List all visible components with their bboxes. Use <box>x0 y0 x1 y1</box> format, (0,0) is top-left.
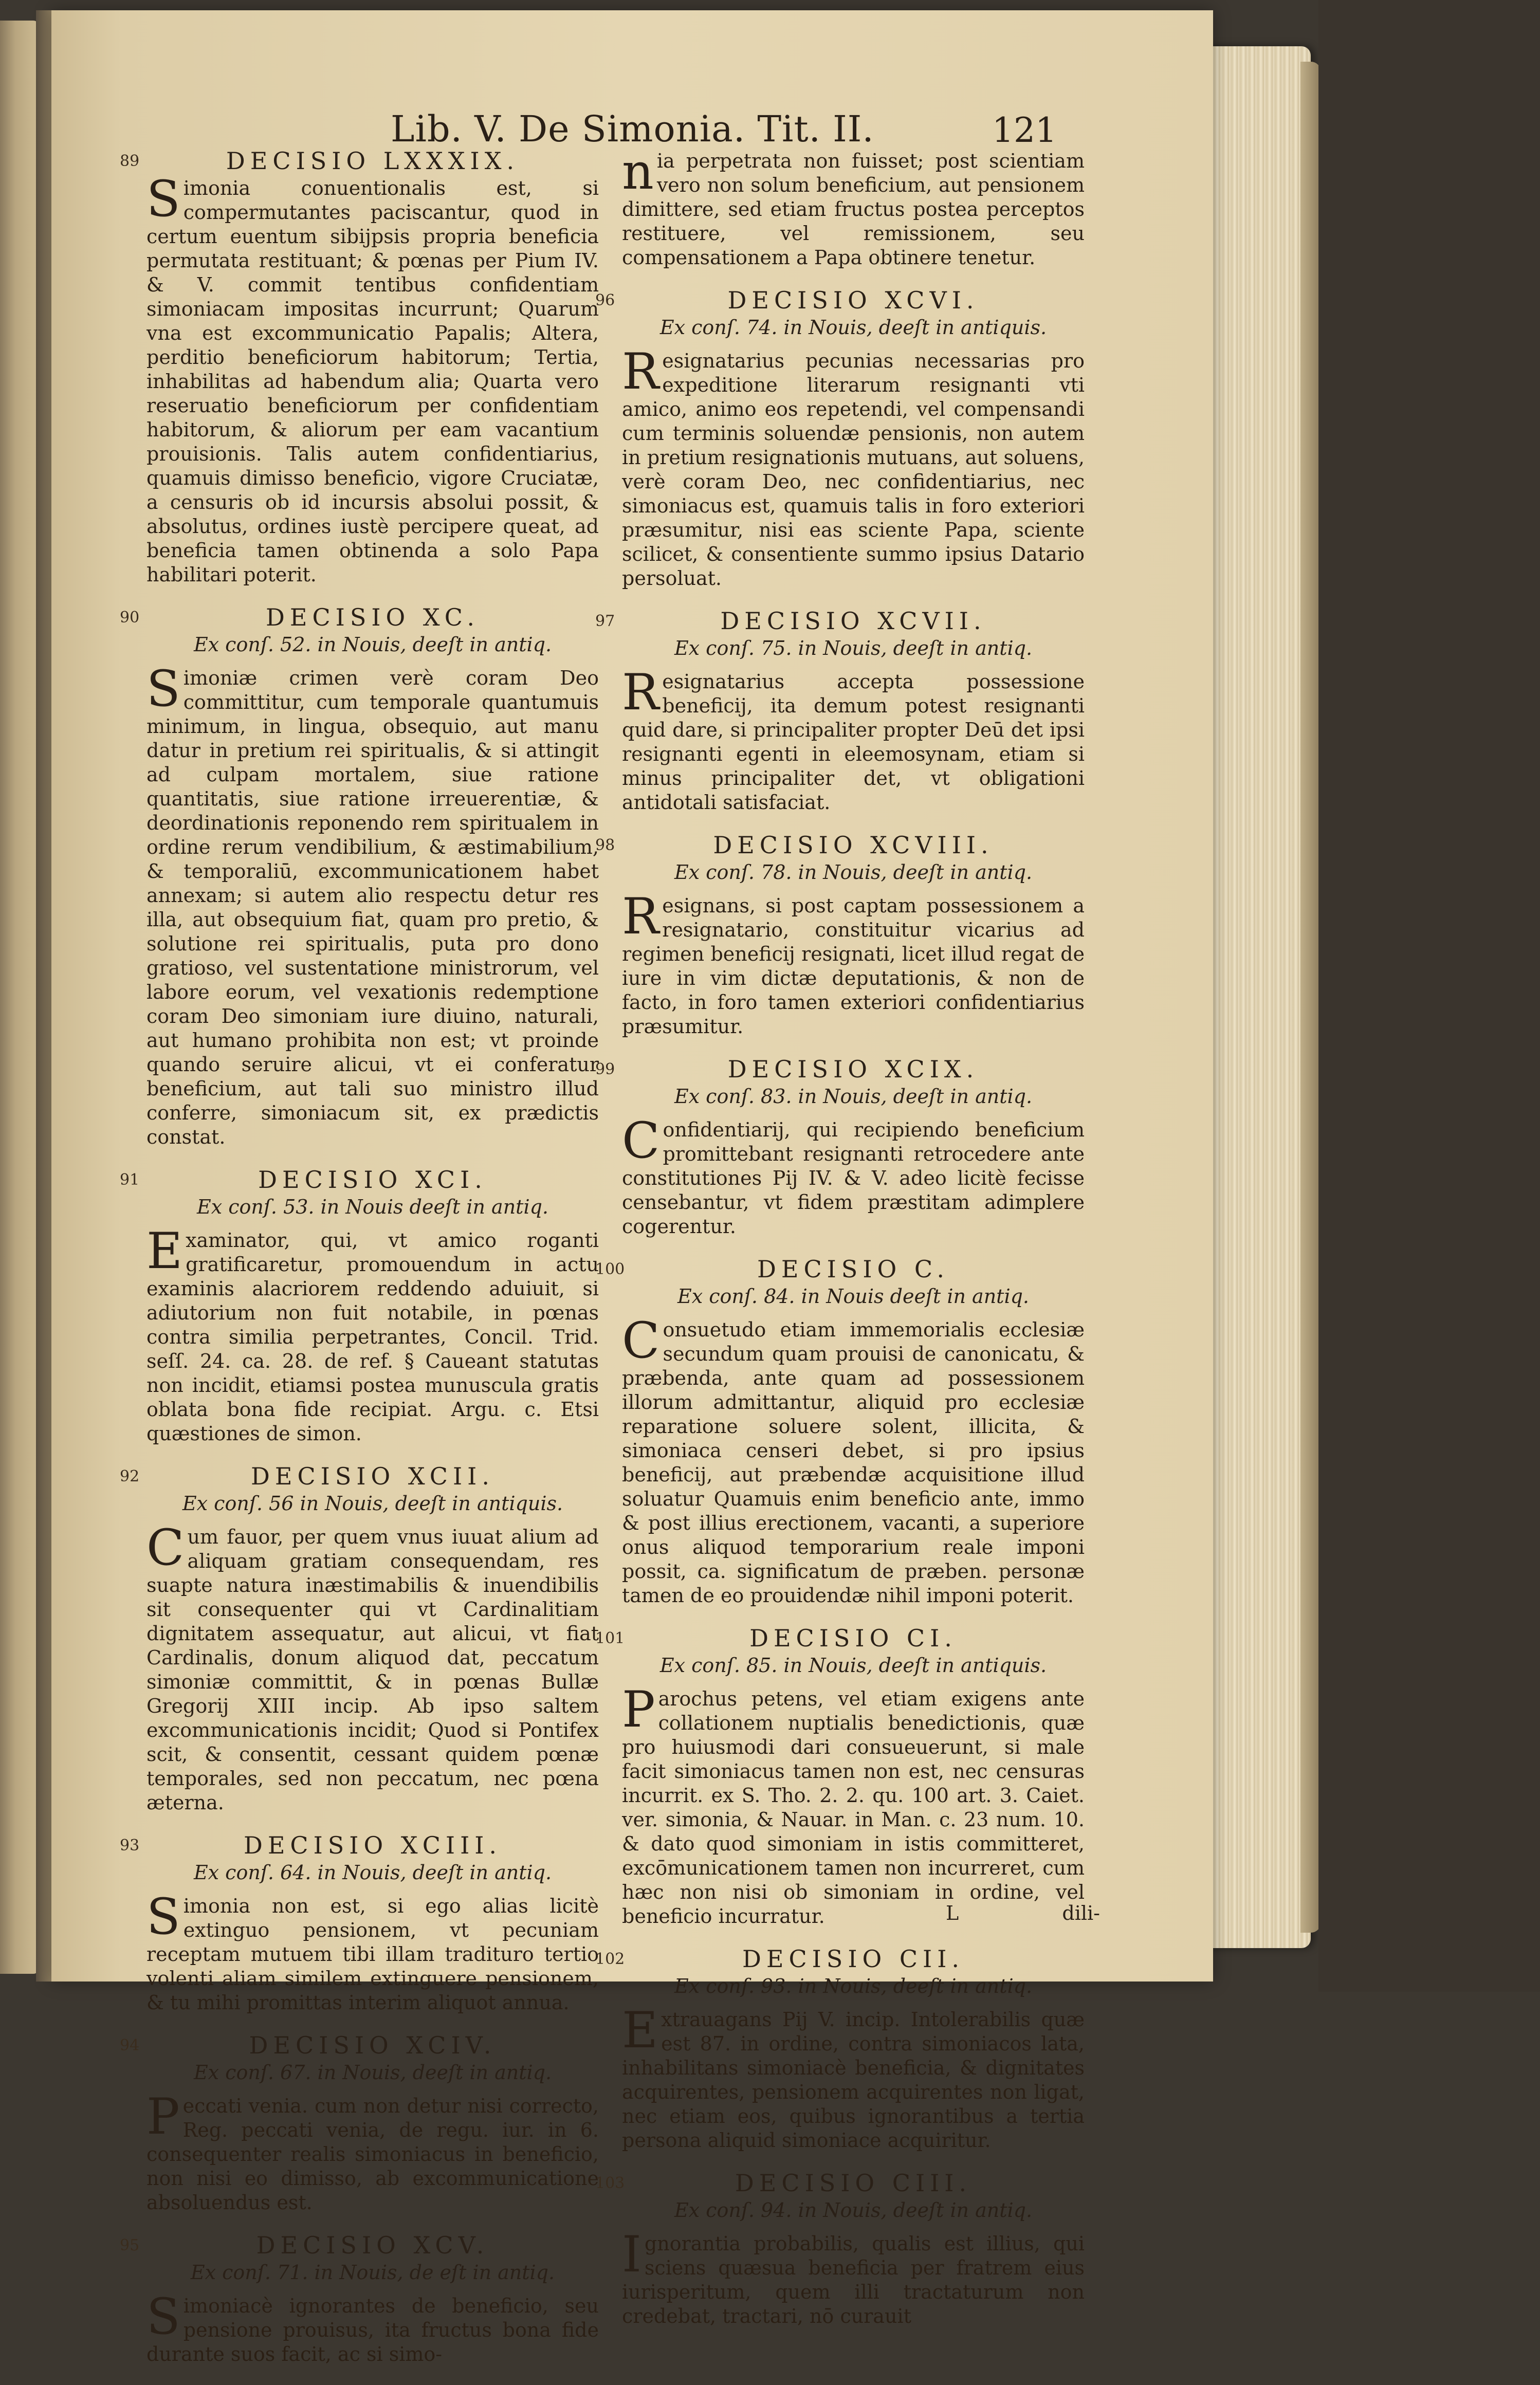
running-head: Lib. V. De Simonia. Tit. II. <box>391 108 874 150</box>
decision-entry <box>595 1624 1085 1929</box>
decision-entry <box>595 1945 1085 2153</box>
decision-source: Ex conſ. 84. in Nouis deeſt in antiq. <box>677 1285 1030 1308</box>
decision-entry <box>120 1462 599 1815</box>
decision-source: Ex conſ. 52. in Nouis, deeſt in antiq. <box>193 633 552 656</box>
decision-entry <box>595 831 1085 1039</box>
decision-heading: DECISIO CIII. <box>735 2169 972 2197</box>
decision-text <box>622 1112 1085 1239</box>
decision-heading: DECISIO XCVI. <box>727 286 979 314</box>
page-stack-edge <box>1203 46 1311 1948</box>
decision-heading: DECISIO CII. <box>742 1945 964 1973</box>
decision-entry <box>120 2031 599 2215</box>
decision-entry <box>595 1255 1085 1608</box>
decision-source: Ex conſ. 83. in Nouis, deeſt in antiq. <box>674 1085 1033 1108</box>
decision-heading: DECISIO XCVIII. <box>713 831 994 859</box>
folio-number: 121 <box>992 111 1057 150</box>
decision-source: Ex conſ. 67. in Nouis, deeſt in antiq. <box>193 2061 552 2084</box>
decision-heading: DECISIO LXXXIX. <box>226 147 520 175</box>
decision-entry <box>120 1166 599 1446</box>
decision-entry <box>595 607 1085 815</box>
decision-entry <box>595 2169 1085 2328</box>
decision-body: Simonia conuentionalis est, si compermutantes paciscantur, quod in certum euentum sibijpsis propria beneficia permutata restituant; & pœnas per Pium IV. & V. commit tentibus confidentiam simoniacam impositas incurrunt; Quarum vna est excommunicatio Papalis; Altera, perditio beneficiorum habitorum; Tertia, inhabilitas ad habendum alia; Quarta vero reseruatio beneficiorum per confidentiam habitorum, & aliorum per eam vacantium prouisionis. Talis autem confidentiarius, quamuis dimisso beneficio, vigore Cruciatæ, a censuris ob id incursis absolui possit, & absolutus, ordines iustè percipere queat, ad beneficia tamen obtinenda a solo Papa habilitari poterit. <box>146 170 599 586</box>
decision-text <box>622 2226 1085 2328</box>
margin-number: 94 <box>120 2037 140 2054</box>
decision-entry <box>120 603 599 1149</box>
background <box>1318 0 1540 1992</box>
margin-number: 103 <box>595 2174 625 2192</box>
decision-text <box>622 1312 1085 1608</box>
decision-entry <box>120 147 599 587</box>
decision-body: Extrauagans Pij V. incip. Intolerabilis quæ est 87. in ordine, contra simoniacos lata, inhabilitans simoniacè beneficia, & dignitates acquirentes, pensionem acquirentes non ligat, nec etiam eos, quibus ignorantibus a tertia persona aliquid simoniace acquiritur. <box>622 2002 1085 2152</box>
margin-number: 96 <box>595 291 615 309</box>
decision-text <box>146 170 599 587</box>
decision-heading: DECISIO XCIII. <box>243 1831 502 1859</box>
decision-text <box>146 660 599 1149</box>
decision-text <box>622 143 1085 270</box>
decision-text <box>622 664 1085 815</box>
margin-number: 95 <box>120 2236 140 2254</box>
decision-heading: DECISIO C. <box>757 1255 950 1283</box>
footer-marks <box>946 1902 1100 1924</box>
margin-number: 100 <box>595 1260 625 1278</box>
decision-text <box>146 1519 599 1815</box>
page-stack-shadow <box>1300 62 1321 1933</box>
decision-body: nia perpetrata non fuisset; post scientiam vero non solum beneficium, aut pensionem dimittere, sed etiam fructus postea perceptos restituere, vel remissionem, seu compensationem a Papa obtinere tenetur. <box>622 143 1085 269</box>
decision-body: Cum fauor, per quem vnus iuuat alium ad aliquam gratiam consequendam, res suapte natura inæstimabilis & inuendibilis sit consequenter qui vt Cardinalitiam dignitatem assequatur, aut alicui, vt fiat Cardinalis, donum aliquod dat, peccatum simoniæ committit, & in pœnas Bullæ Gregorij XIII incip. Ab ipso saltem excommunicationis incidit; Quod si Pontifex scit, & consentit, cessant quidem pœnæ temporales, sed non peccatum, nec pœna æterna. <box>146 1519 599 1814</box>
decision-body: Resignatarius pecunias necessarias pro expeditione literarum resignanti vti amico, animo eos repetendi, vel compensandi cum terminis soluendæ pensionis, non autem in pretium resignationis mutuans, aut soluens, verè coram Deo, nec confidentiarius, nec simoniacus est, quamuis talis in foro exteriori præsumitur, nisi eas sciente Papa, sciente scilicet, & consentiente summo ipsius Datario persoluat. <box>622 343 1085 590</box>
previous-page-edge <box>0 21 39 1974</box>
decision-heading: DECISIO CI. <box>749 1624 957 1652</box>
margin-number: 101 <box>595 1629 625 1647</box>
decision-text <box>146 1888 599 2015</box>
margin-number: 99 <box>595 1060 615 1078</box>
decision-source: Ex conſ. 74. in Nouis, deeſt in antiquis. <box>659 316 1047 339</box>
book-page <box>51 10 1213 2365</box>
decision-body: Simonia non est, si ego alias licitè extinguo pensionem, vt pecuniam receptam mutuem tibi illam tradituro tertio volenti aliam similem extinguere pensionem, & tu mihi promittas interim aliquot annua. <box>146 1888 599 2014</box>
right-column <box>595 143 1085 2347</box>
decision-heading: DECISIO XCIX. <box>727 1055 979 1083</box>
margin-number: 93 <box>120 1837 140 1855</box>
decision-text <box>146 2288 599 2366</box>
decision-heading: DECISIO XCVII. <box>720 607 986 635</box>
decision-text <box>622 343 1085 591</box>
decision-heading: DECISIO XCV. <box>256 2231 489 2259</box>
decision-body: Confidentiarij, qui recipiendo beneficium promittebant resignanti retrocedere ante constitutiones Pij IV. & V. adeo licitè fecisse censebantur, vt fidem præstitam adimplere cogerentur. <box>622 1112 1085 1238</box>
decision-text <box>622 1681 1085 1929</box>
decision-heading: DECISIO XCII. <box>251 1462 494 1490</box>
margin-number: 98 <box>595 836 615 854</box>
decision-heading: DECISIO XCIV. <box>249 2031 497 2059</box>
margin-number: 91 <box>120 1171 140 1189</box>
decision-source: Ex conſ. 93. in Nouis, deeſt in antiq. <box>674 1975 1033 1997</box>
margin-number: 92 <box>120 1467 140 1485</box>
decision-text <box>146 2088 599 2215</box>
decision-source: Ex conſ. 75. in Nouis, deeſt in antiq. <box>674 637 1033 659</box>
decision-body: Peccati venia. cum non detur nisi correcto, Reg. peccati venia, de regu. iur. in 6. consequenter realis simoniacus in beneficio, non nisi eo dimisso, ab excommunicatione absoluendus est. <box>146 2088 599 2214</box>
decision-text <box>146 1222 599 1446</box>
decision-source: Ex conſ. 53. in Nouis deeſt in antiq. <box>196 1196 549 1218</box>
margin-number: 89 <box>120 152 140 170</box>
left-column <box>120 147 599 2385</box>
decision-body: Ignorantia probabilis, qualis est illius, qui sciens quæsua beneficia per fratrem eius iurisperitum, quem illi tractaturum non credebat, tractari, nō curauit <box>622 2226 1085 2327</box>
decision-heading: DECISIO XCI. <box>258 1166 487 1194</box>
decision-heading: DECISIO XC. <box>266 603 480 631</box>
decision-source: Ex conſ. 85. in Nouis, deeſt in antiquis. <box>659 1654 1047 1677</box>
decision-body: Simoniæ crimen verè coram Deo committitur, cum temporale quantumuis minimum, in lingua, obsequio, aut manu datur in pretium rei spiritualis, & si attingit ad culpam mortalem, siue ratione quantitatis, siue ratione irreuerentiæ, & deordinationis reponendo rem spiritualem in ordine rerum vendibilium, & æstimabilium, & temporaliū, excommunicationem habet annexam; si autem alio respectu detur res illa, aut obsequium fiat, quam pro pretio, & solutione rei spiritualis, puta pro dono gratioso, vel sustentatione ministrorum, vel labore eorum, vel vexationis redemptione coram Deo simoniam iure diuino, naturali, aut humano prohibita non est; vt proinde quando seruire alicui, vt ei conferatur beneficium, aut tali suo ministro illud conferre, simoniacum sit, ex prædictis constat. <box>146 660 599 1148</box>
decision-body: Resignans, si post captam possessionem a resignatario, constituitur vicarius ad regimen beneficij resignati, licet illud regat de iure in vim dictæ deputationis, & non de facto, in foro tamen exteriori confidentiarius præsumitur. <box>622 888 1085 1038</box>
margin-number: 102 <box>595 1950 625 1968</box>
margin-number: 97 <box>595 612 615 630</box>
margin-number: 90 <box>120 609 140 627</box>
decision-body: Resignatarius accepta possessione beneficij, ita demum potest resignanti quid dare, si principaliter propter Deū det ipsi resignanti egenti in eleemosynam, etiam si minus principaliter det, vt obligationi antidotali satisfaciat. <box>622 664 1085 814</box>
decision-text <box>622 2002 1085 2153</box>
decision-text <box>622 888 1085 1039</box>
decision-entry <box>622 143 1085 270</box>
decision-body: Parochus petens, vel etiam exigens ante collationem nuptialis benedictionis, quæ pro huiusmodi dari consueuerunt, si male facit simoniacus tamen non est, nec censuras incurrit. ex S. Tho. 2. 2. qu. 100 art. 3. Caiet. ver. simonia, & Nauar. in Man. c. 23 num. 10. & dato quod simoniam in istis committeret, excōmunicationem tamen non incurreret, cum hæc non nisi ob simoniam in ordine, vel beneficio incurratur. <box>622 1681 1085 1928</box>
decision-source: Ex conſ. 71. in Nouis, de eſt in antiq. <box>190 2261 555 2284</box>
decision-entry <box>120 2231 599 2366</box>
decision-body: Consuetudo etiam immemorialis ecclesiæ secundum quam prouisi de canonicatu, & præbenda, ante quam ad possessionem illorum admittantur, aliquid pro ecclesiæ reparatione soluere solent, illicita, & simoniaca censeri debet, si pro ipsius beneficij, aut præbendæ acquisitione illud soluatur Quamuis enim beneficio ante, immo & post illius erectionem, vacanti, a superiore onus aliquod temporarium reale imponi possit, ca. significatum de præben. personæ tamen de eo prouidendæ nihil imponi poterit. <box>622 1312 1085 1607</box>
decision-source: Ex conſ. 78. in Nouis, deeſt in antiq. <box>674 861 1033 884</box>
decision-source: Ex conſ. 64. in Nouis, deeſt in antiq. <box>193 1861 552 1884</box>
decision-body: Examinator, qui, vt amico roganti gratificaretur, promouendum in actu examinis alacriorem reddendo aduiuit, si adiutorium non fuit notabile, in pœnas contra similia perpetrantes, Concil. Trid. seſſ. 24. ca. 28. de ref. § Caueant statutas non incidit, etiamsi postea munuscula gratis oblata bona fide recipiat. Argu. c. Etsi quæstiones de simon. <box>146 1222 599 1445</box>
catchword: dili- <box>1062 1902 1100 1924</box>
decision-body: Simoniacè ignorantes de beneficio, seu pensione prouisus, ita fructus bona fide durante suos facit, ac si simo- <box>146 2288 599 2365</box>
decision-entry <box>595 1055 1085 1239</box>
signature-mark: L <box>946 1902 959 1924</box>
decision-entry <box>120 1831 599 2015</box>
decision-source: Ex conſ. 94. in Nouis, deeſt in antiq. <box>674 2199 1033 2222</box>
decision-entry <box>595 286 1085 591</box>
decision-source: Ex conſ. 56 in Nouis, deeſt in antiquis. <box>182 1492 563 1515</box>
